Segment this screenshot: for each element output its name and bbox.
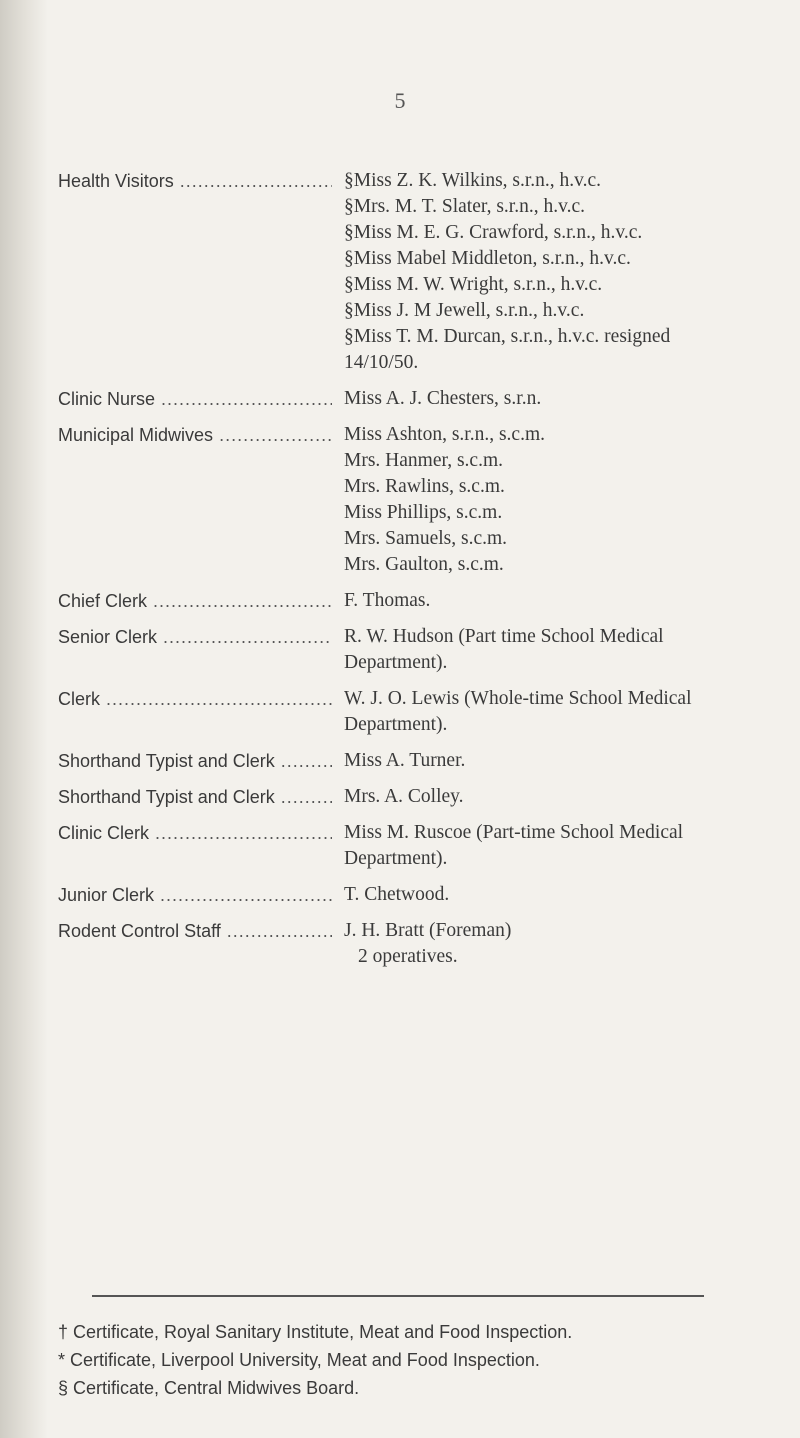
footnote: * Certificate, Liverpool University, Meat and Food Inspection. <box>58 1350 540 1370</box>
role-cell <box>58 686 344 712</box>
staff-row-rodent-control <box>58 918 748 970</box>
role-cell <box>58 748 344 774</box>
staff-name: §Mrs. M. T. Slater, s.r.n., h.v.c. <box>344 196 585 217</box>
staff-name: §Miss Z. K. Wilkins, s.r.n., h.v.c. <box>344 170 602 191</box>
staff-name: Miss M. Ruscoe (Part-time School Medical Department). <box>344 822 684 869</box>
staff-name: Mrs. Gaulton, s.c.m. <box>344 554 504 575</box>
footnote-divider <box>92 1295 704 1297</box>
staff-row-clerk <box>58 686 748 738</box>
staff-names <box>344 422 748 578</box>
staff-row-shorthand-typist-2 <box>58 784 748 810</box>
dot-leader <box>281 784 332 810</box>
staff-name: Mrs. A. Colley. <box>344 786 464 807</box>
staff-names <box>344 624 748 676</box>
role-cell <box>58 624 344 650</box>
role-cell <box>58 588 344 614</box>
staff-row-clinic-nurse <box>58 386 748 412</box>
role-label: Shorthand Typist and Clerk <box>58 787 275 807</box>
dot-leader <box>153 588 332 614</box>
dot-leader <box>155 820 332 846</box>
role-label: Health Visitors <box>58 171 174 191</box>
footnote: § Certificate, Central Midwives Board. <box>58 1378 360 1398</box>
role-label: Clinic Nurse <box>58 389 156 409</box>
dot-leader <box>219 422 332 448</box>
staff-name: Miss Ashton, s.r.n., s.c.m. <box>344 424 545 445</box>
staff-names <box>344 168 748 376</box>
staff-name: R. W. Hudson (Part time School Medical Department). <box>344 626 664 673</box>
staff-names <box>344 588 748 614</box>
role-label: Clerk <box>58 689 101 709</box>
role-label: Junior Clerk <box>58 885 155 905</box>
role-cell <box>58 168 344 194</box>
staff-row-chief-clerk <box>58 588 748 614</box>
staff-name: W. J. O. Lewis (Whole-time School Medical Department). <box>344 688 692 735</box>
page-number: 5 <box>394 88 406 113</box>
role-label: Senior Clerk <box>58 627 158 647</box>
role-label: Rodent Control Staff <box>58 921 221 941</box>
staff-row-senior-clerk <box>58 624 748 676</box>
role-label: Clinic Clerk <box>58 823 150 843</box>
role-cell <box>58 784 344 810</box>
footnotes <box>58 1318 758 1402</box>
role-cell <box>58 882 344 908</box>
role-label: Chief Clerk <box>58 591 148 611</box>
staff-name: §Miss M. E. G. Crawford, s.r.n., h.v.c. <box>344 222 643 243</box>
dot-leader <box>161 386 332 412</box>
staff-name: §Miss J. M Jewell, s.r.n., h.v.c. <box>344 300 585 321</box>
role-cell <box>58 820 344 846</box>
role-label: Shorthand Typist and Clerk <box>58 751 275 771</box>
staff-row-municipal-midwives <box>58 422 748 578</box>
staff-name: 2 operatives. <box>358 946 458 967</box>
role-cell <box>58 422 344 448</box>
dot-leader <box>227 918 332 944</box>
dot-leader <box>160 882 332 908</box>
staff-name: Mrs. Rawlins, s.c.m. <box>344 476 505 497</box>
staff-name: Miss A. J. Chesters, s.r.n. <box>344 388 542 409</box>
staff-name: T. Chetwood. <box>344 884 450 905</box>
dot-leader <box>106 686 332 712</box>
staff-row-clinic-clerk <box>58 820 748 872</box>
role-cell <box>58 386 344 412</box>
staff-row-junior-clerk <box>58 882 748 908</box>
staff-name: §Miss Mabel Middleton, s.r.n., h.v.c. <box>344 248 631 269</box>
staff-names <box>344 918 748 970</box>
staff-names <box>344 882 748 908</box>
role-cell <box>58 918 344 944</box>
staff-names <box>344 820 748 872</box>
staff-name: J. H. Bratt (Foreman) <box>344 920 512 941</box>
role-label: Municipal Midwives <box>58 425 214 445</box>
staff-name: Miss A. Turner. <box>344 750 466 771</box>
page-edge-shadow <box>0 0 48 1438</box>
staff-name: F. Thomas. <box>344 590 431 611</box>
staff-name: Mrs. Samuels, s.c.m. <box>344 528 508 549</box>
footnote: † Certificate, Royal Sanitary Institute, Meat and Food Inspection. <box>58 1322 573 1342</box>
dot-leader <box>163 624 332 650</box>
staff-names <box>344 748 748 774</box>
staff-names <box>344 386 748 412</box>
staff-name: §Miss M. W. Wright, s.r.n., h.v.c. <box>344 274 603 295</box>
staff-names <box>344 784 748 810</box>
staff-names <box>344 686 748 738</box>
dot-leader <box>281 748 332 774</box>
staff-name: Mrs. Hanmer, s.c.m. <box>344 450 503 471</box>
staff-name: §Miss T. M. Durcan, s.r.n., h.v.c. resigned 14/10/50. <box>344 326 671 373</box>
staff-list <box>58 168 748 970</box>
staff-name: Miss Phillips, s.c.m. <box>344 502 503 523</box>
staff-row-shorthand-typist-1 <box>58 748 748 774</box>
staff-row-health-visitors <box>58 168 748 376</box>
dot-leader <box>180 168 332 194</box>
